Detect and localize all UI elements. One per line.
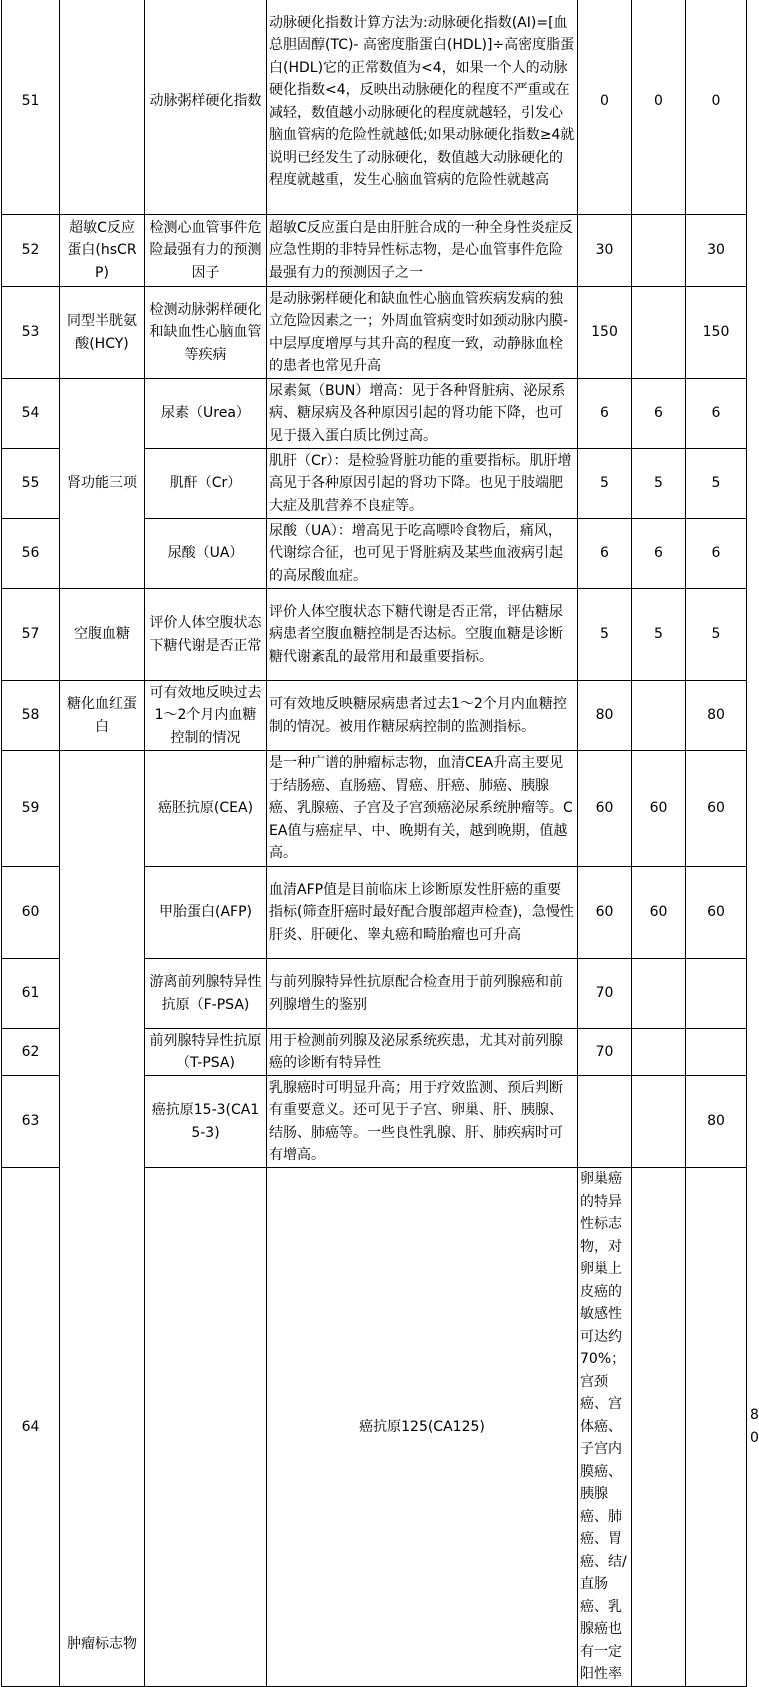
price-col2: 0	[632, 0, 686, 215]
price-col2	[632, 1076, 686, 1168]
price-col1: 60	[578, 751, 632, 867]
price-col1: 30	[578, 215, 632, 287]
row-number: 56	[2, 519, 60, 589]
item-name: 癌胚抗原(CEA)	[145, 751, 267, 867]
row-number: 53	[2, 287, 60, 379]
price-col3: 150	[686, 287, 747, 379]
item-name: 检测心血管事件危险最强有力的预测因子	[145, 215, 267, 287]
price-col2	[632, 959, 686, 1029]
row-number: 54	[2, 379, 60, 449]
category-cell: 超敏C反应蛋白(hsCRP)	[60, 215, 145, 287]
table-row	[2, 681, 747, 751]
price-col3: 60	[686, 751, 747, 867]
price-col1: 150	[578, 287, 632, 379]
row-number: 64	[2, 1168, 60, 1687]
item-description: 用于检测前列腺及泌尿系统疾患，尤其对前列腺癌的诊断有特异性	[267, 1029, 578, 1076]
row-number: 52	[2, 215, 60, 287]
item-description: 动脉硬化指数计算方法为:动脉硬化指数(AI)=[血总胆固醇(TC)- 高密度脂蛋白(HDL)]÷高密度脂蛋白(HDL)它的正常数值为<4，如果一个人的动脉硬化指数<4，反映出动脉硬化的程度不严重或在减轻，数值越小动脉硬化的程度就越轻，引发心脑血管病的危险性就越低;如果动脉硬化指数≥4就说明已经发生了动脉硬化，数值越大动脉硬化的程度就越重，发生心脑血管病的危险性就越高	[267, 0, 578, 215]
price-col2	[632, 681, 686, 751]
item-description: 尿酸（UA）：增高见于吃高嘌呤食物后，痛风，代谢综合征，也可见于肾脏病及某些血液病引起的高尿酸血症。	[267, 519, 578, 589]
price-col2: 60	[632, 751, 686, 867]
price-col3	[686, 959, 747, 1029]
table-row	[2, 0, 747, 215]
item-name: 评价人体空腹状态下糖代谢是否正常	[145, 589, 267, 681]
price-col2: 6	[632, 379, 686, 449]
item-name: 动脉粥样硬化指数	[145, 0, 267, 215]
item-description: 是动脉粥样硬化和缺血性心脑血管疾病发病的独立危险因素之一；外周血管病变时如颈动脉内膜-中层厚度增厚与其升高的程度一致，动静脉血栓的患者也常见升高	[267, 287, 578, 379]
price-col2	[632, 1029, 686, 1076]
item-description: 卵巢癌的特异性标志物，对卵巢上皮癌的敏感性可达约70%；宫颈癌、宫体癌、子宫内膜癌、胰腺癌、肺癌、胃癌、结/直肠癌、乳腺癌也有一定阳性率	[578, 1168, 632, 1687]
item-description: 评价人体空腹状态下糖代谢是否正常，评估糖尿病患者空腹血糖控制是否达标。空腹血糖是诊断糖代谢紊乱的最常用和最重要指标。	[267, 589, 578, 681]
row-number: 60	[2, 867, 60, 959]
item-name: 检测动脉粥样硬化和缺血性心脑血管等疾病	[145, 287, 267, 379]
price-col1: 0	[578, 0, 632, 215]
price-col2	[686, 1168, 747, 1687]
category-cell	[60, 0, 145, 215]
table-row	[2, 287, 747, 379]
price-col1: 60	[578, 867, 632, 959]
price-col3: 80	[686, 681, 747, 751]
row-number: 55	[2, 449, 60, 519]
price-col2	[632, 215, 686, 287]
price-col2	[632, 287, 686, 379]
item-name: 尿素（Urea）	[145, 379, 267, 449]
price-col3: 30	[686, 215, 747, 287]
category-tumor	[60, 751, 145, 1687]
row-number: 62	[2, 1029, 60, 1076]
category-kidney: 肾功能三项	[60, 379, 145, 589]
item-description: 与前列腺特异性抗原配合检查用于前列腺癌和前列腺增生的鉴别	[267, 959, 578, 1029]
item-description: 超敏C反应蛋白是由肝脏合成的一种全身性炎症反应急性期的非特异性标志物，是心血管事件危险最强有力的预测因子之一	[267, 215, 578, 287]
price-col3: 6	[686, 379, 747, 449]
row-number: 63	[2, 1076, 60, 1168]
price-col3: 60	[686, 867, 747, 959]
price-col3	[686, 1029, 747, 1076]
price-col2: 6	[632, 519, 686, 589]
price-col3: 0	[686, 0, 747, 215]
item-name: 尿酸（UA）	[145, 519, 267, 589]
row-number: 61	[2, 959, 60, 1029]
item-name: 可有效地反映过去1～2个月内血糖控制的情况	[145, 681, 267, 751]
category-cell: 同型半胱氨酸(HCY)	[60, 287, 145, 379]
price-col1: 80	[578, 681, 632, 751]
price-col1: 6	[578, 379, 632, 449]
item-description: 是一种广谱的肿瘤标志物，血清CEA升高主要见于结肠癌、直肠癌、胃癌、肝癌、肺癌、胰腺癌、乳腺癌、子宫及子宫颈癌泌尿系统肿瘤等。CEA值与癌症早、中、晚期有关，越到晚期，值越高。	[267, 751, 578, 867]
price-col1: 5	[578, 589, 632, 681]
item-description: 乳腺癌时可明显升高；用于疗效监测、预后判断有重要意义。还可见于子宫、卵巢、肝、胰腺、结肠、肺癌等。一些良性乳腺、肝、肺疾病时可有增高。	[267, 1076, 578, 1168]
row-number: 59	[2, 751, 60, 867]
item-name: 甲胎蛋白(AFP)	[145, 867, 267, 959]
row-number: 58	[2, 681, 60, 751]
checkup-items-table	[1, 0, 759, 1687]
category-tumor-continued	[145, 1168, 267, 1687]
row-number: 57	[2, 589, 60, 681]
table-row	[2, 589, 747, 681]
price-col1	[632, 1168, 686, 1687]
price-col2: 5	[632, 589, 686, 681]
category-cell: 糖化血红蛋白	[60, 681, 145, 751]
price-col1: 70	[578, 959, 632, 1029]
row-number: 51	[2, 0, 60, 215]
table-row	[2, 751, 747, 867]
price-col1: 70	[578, 1029, 632, 1076]
item-name: 肌酐（Cr）	[145, 449, 267, 519]
item-name: 癌抗原15-3(CA15-3)	[145, 1076, 267, 1168]
table-row: 64 癌抗原125(CA125) 卵巢癌的特异性标志物，对卵巢上皮癌的敏感性可达约70%；宫颈癌、宫体癌、子宫内膜癌、胰腺癌、肺癌、胃癌、结/直肠癌、乳腺癌也有一定阳性率 80	[2, 1168, 747, 1687]
table-row	[2, 215, 747, 287]
price-col2: 5	[632, 449, 686, 519]
table-row	[2, 379, 747, 449]
item-name: 癌抗原125(CA125)	[267, 1168, 578, 1687]
item-description: 尿素氮（BUN）增高：见于各种肾脏病、泌尿系病、糖尿病及各种原因引起的肾功能下降，也可见于摄入蛋白质比例过高。	[267, 379, 578, 449]
price-col3: 5	[686, 449, 747, 519]
item-name: 前列腺特异性抗原（T-PSA)	[145, 1029, 267, 1076]
item-name: 游离前列腺特异性抗原（F-PSA)	[145, 959, 267, 1029]
item-description: 可有效地反映糖尿病患者过去1～2个月内血糖控制的情况。被用作糖尿病控制的监测指标。	[267, 681, 578, 751]
category-tumor-label: 肿瘤标志物	[67, 1636, 137, 1652]
item-description: 肌肝（Cr）：是检验肾脏功能的重要指标。肌肝增高见于各种原因引起的肾功下降。也见于肢端肥大症及肌营养不良症等。	[267, 449, 578, 519]
price-col1	[578, 1076, 632, 1168]
price-col3: 6	[686, 519, 747, 589]
price-col3: 5	[686, 589, 747, 681]
item-description: 血清AFP值是目前临床上诊断原发性肝癌的重要指标(筛查肝癌时最好配合腹部超声检查)，急慢性肝炎、肝硬化、睾丸癌和畸胎瘤也可升高	[267, 867, 578, 959]
price-col1: 6	[578, 519, 632, 589]
price-col2: 60	[632, 867, 686, 959]
price-col1: 5	[578, 449, 632, 519]
category-cell: 空腹血糖	[60, 589, 145, 681]
price-col3: 80	[686, 1076, 747, 1168]
